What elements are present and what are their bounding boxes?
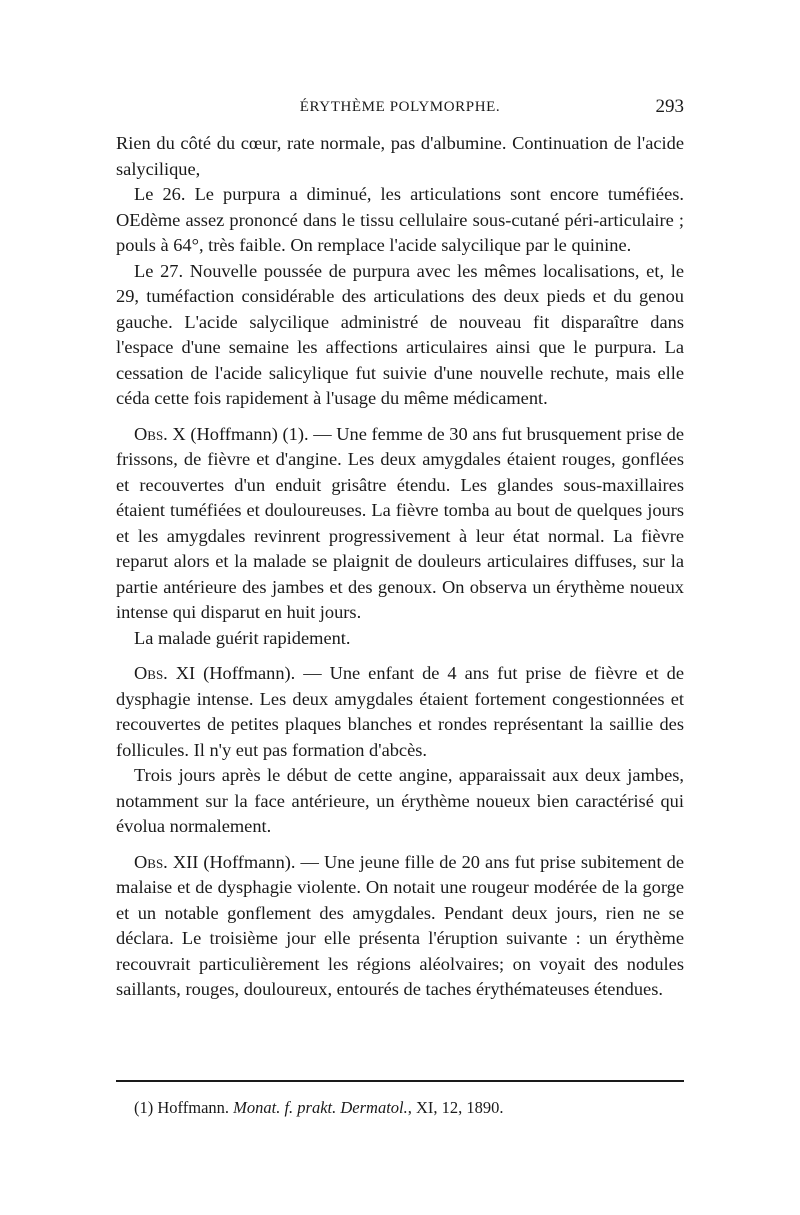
footnote-divider — [116, 1080, 684, 1082]
obs-x-label: Obs. X — [134, 423, 186, 444]
paragraph-obs-xi — [116, 661, 684, 763]
paragraph-obs-x — [116, 422, 684, 626]
obs-xii-label: Obs. XII — [134, 851, 199, 872]
paragraph-day-27: Le 27. Nouvelle poussée de purpura avec les mêmes localisations, et, le 29, tuméfaction considérable des articulations des deux pieds et du genou gauche. L'acide salycilique administré de nouveau fit disparaître dans l'espace d'une semaine les affections articulaires ainsi que le purpura. La cessation de l'acide salicylique fut suivie d'une nouvelle rechute, mais elle céda cette fois rapidement à l'usage du même médicament. — [116, 260, 684, 408]
footnote-journal: Monat. f. prakt. Dermatol. — [233, 1098, 408, 1117]
obs-x-text: (Hoffmann) (1). — Une femme de 30 ans fut brusquement prise de frissons, de fièvre et d'angine. Les deux amygdales étaient rouges, gonflées et recouvertes d'un enduit grisâtre étendu. Les glandes sous-maxillaires étaient tuméfiées et douloureuses. La fièvre tomba au bout de quelques jours et les amygdales revinrent progressivement à leur état normal. La fièvre reparut alors et la malade se plaignit de douleurs articulaires diffuses, sur la partie antérieure des jambes et des genoux. On observa un érythème noueux intense qui disparut en huit jours. — [116, 423, 684, 622]
paragraph-obs-x-outcome: La malade guérit rapidement. — [134, 627, 351, 648]
obs-xii-text: (Hoffmann). — Une jeune fille de 20 ans fut prise subitement de malaise et de dysphagie violente. On notait une rougeur modérée de la gorge et un notable gonflement des amygdales. Pendant deux jours, rien ne se déclara. Le troisième jour elle présenta l'éruption suivante : un érythème recouvrait particulièrement les régions aléolvaires; on voyait des nodules saillants, rouges, douloureux, entourés de taches érythémateuses étendues. — [116, 851, 684, 999]
obs-xi-label: Obs. XI — [134, 663, 196, 683]
paragraph-obs-xii — [116, 850, 684, 1003]
page-number: 293 — [655, 96, 684, 117]
main-text — [116, 131, 684, 1013]
obs-xi-text: (Hoffmann). — Une enfant de 4 ans fut prise de fièvre et de dysphagie intense. Les deux amygdales étaient fortement congestionnées et recouvertes de petites plaques blanches et rondes représentant la saillie des follicules. Il n'y eut pas formation d'abcès. — [116, 663, 684, 760]
footnote-author: Hoffmann. — [153, 1098, 234, 1117]
footnote — [134, 1096, 684, 1120]
running-title: ÉRYTHÈME POLYMORPHE. — [299, 99, 501, 115]
footnote-details: , XI, 12, 1890. — [407, 1098, 504, 1117]
page-header — [116, 92, 684, 122]
footnote-marker: (1) — [134, 1098, 154, 1117]
paragraph-day-26: Le 26. Le purpura a diminué, les articulations sont encore tuméfiées. OEdème assez prononcé dans le tissu cellulaire sous-cutané péri-articulaire ; pouls à 64°, très faible. On remplace l'acide salycilique par le quinine. — [116, 184, 684, 255]
paragraph-continuation: Rien du côté du cœur, rate normale, pas d'albumine. Continuation de l'acide salycilique, — [116, 133, 684, 179]
paragraph-obs-xi-followup: Trois jours après le début de cette angine, apparaissait aux deux jambes, notamment sur la face antérieure, un érythème noueux bien caractérisé qui évolua normalement. — [116, 765, 684, 836]
